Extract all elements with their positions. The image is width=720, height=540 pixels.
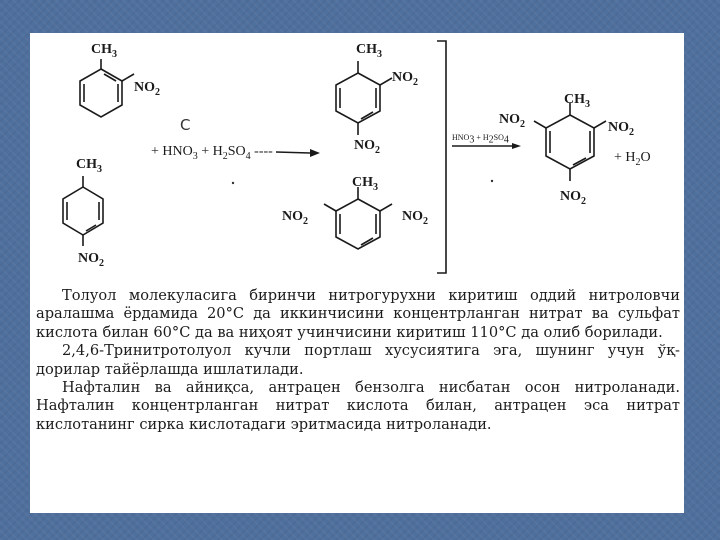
dinitro-top-ch3: $CH_3$ bbox=[356, 42, 382, 60]
toluene-bottom-no2: $NO_2$ bbox=[78, 251, 104, 269]
nitration-scheme bbox=[30, 33, 684, 295]
paragraph-2: 2,4,6-Тринитротолуол кучли портлаш хусусиятига эга, шунинг учун ўқ-дорилар тайёрлашда ишлатилади. bbox=[36, 342, 680, 378]
dinitro-top-no2-right: $NO_2$ bbox=[392, 70, 418, 88]
dinitro-top-no2-bottom: $NO_2$ bbox=[354, 138, 380, 156]
reaction-structures bbox=[30, 33, 684, 295]
toluene-top-ch3: $CH_3$ bbox=[91, 42, 117, 60]
toluene-bottom-ring bbox=[63, 176, 103, 246]
paragraph-1: Толуол молекуласига биринчи нитрогурухни киритиш оддий нитроловчи аралашма ёрдамида 20°С да иккинчисини концентрланган нитрат ва сульфат кислота билан 60°С да ва ниҳоят учинчисини киритиш 110°С да олиб борилади. bbox=[36, 287, 680, 341]
dinitro-top-ring bbox=[336, 61, 392, 135]
textbook-page bbox=[30, 33, 684, 513]
tnt-no2-right: $NO_2$ bbox=[608, 120, 634, 138]
reagents-right: $HNO_3 + H_2SO_4$ bbox=[452, 133, 509, 146]
dinitro-bottom-ring bbox=[324, 187, 392, 249]
product-water: + $H_2O$ bbox=[614, 150, 651, 168]
tnt-no2-bottom: $NO_2$ bbox=[560, 189, 586, 207]
tnt-ring bbox=[534, 103, 606, 181]
dinitro-bottom-ch3: $CH_3$ bbox=[352, 175, 378, 193]
reagents-left: + $HNO_3 + H_2SO_4$ ---- bbox=[151, 144, 273, 162]
dinitro-bottom-no2-right: $NO_2$ bbox=[402, 209, 428, 227]
toluene-top-ring bbox=[80, 59, 134, 117]
tnt-ch3: $CH_3$ bbox=[564, 92, 590, 110]
scan-mark-c: C bbox=[180, 116, 191, 134]
toluene-top-no2: $NO_2$ bbox=[134, 80, 160, 98]
product-bracket bbox=[437, 41, 446, 273]
tnt-no2-left: $NO_2$ bbox=[499, 112, 525, 130]
dinitro-bottom-no2-left: $NO_2$ bbox=[282, 209, 308, 227]
reaction-arrow-1 bbox=[276, 152, 310, 153]
paragraph-3: Нафталин ва айниқса, антрацен бензолга нисбатан осон нитроланади. Нафталин концентрланган нитрат кислота билан, антрацен эса нитрат кислотанинг сирка кислотадаги эритмасида нитроланади. bbox=[36, 379, 680, 433]
body-text bbox=[36, 287, 680, 434]
toluene-bottom-ch3: $CH_3$ bbox=[76, 157, 102, 175]
